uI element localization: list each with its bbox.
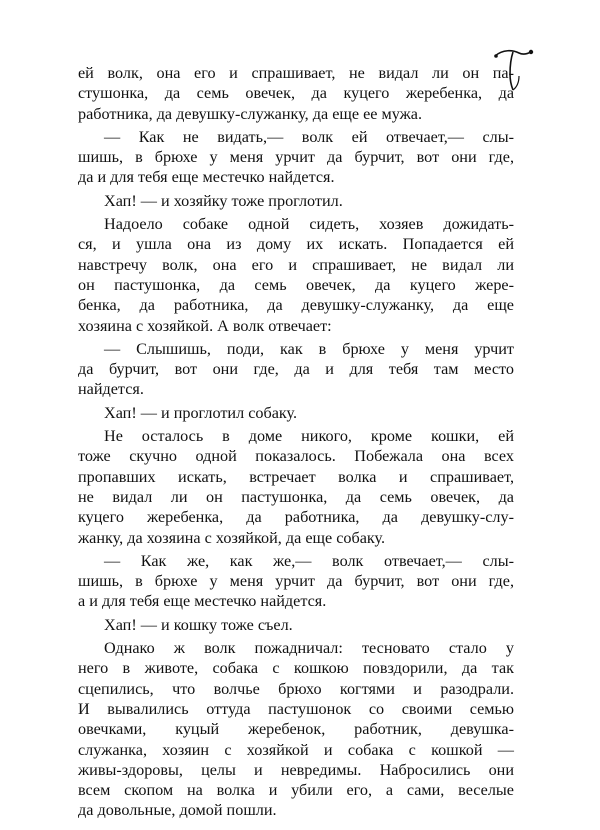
paragraph (78, 403, 514, 423)
text-line: работника, да девушку-служанку, да еще ее мужа. (78, 104, 423, 123)
paragraph (78, 191, 514, 211)
text-line: Не осталось в доме никого, кроме кошки, ей (104, 427, 514, 446)
paragraph (78, 214, 514, 336)
text-line: живы-здоровы, целы и невредимы. Набросились они (78, 760, 514, 779)
text-line: а и для тебя еще местечко найдется. (78, 592, 327, 611)
text-line: — Как не видать,— волк ей отвечает,— слы- (104, 127, 514, 146)
text-line: служанка, хозяин с хозяйкой и собака с кошкой — (78, 740, 514, 759)
text-line: И вывалились оттуда пастушонок со своими семью (78, 699, 514, 718)
text-line: — Слышишь, поди, как в брюхе у меня урчит (104, 339, 514, 358)
text-line: жанку, да хозяина с хозяйкой, да еще собаку. (78, 528, 386, 547)
text-line: не видал ли он пастушонка, да семь овечек, да (78, 487, 514, 506)
text-line: — Как же, как же,— волк отвечает,— слы- (104, 551, 514, 570)
text-line: он пастушонка, да семь овечек, да куцего жере- (78, 275, 514, 294)
text-line: него в животе, собака с кошкою повздорили, да так (78, 659, 514, 678)
text-line: овечками, куцый жеребенок, работник, девушка- (78, 720, 514, 739)
text-line: найдется. (78, 380, 144, 399)
text-line: шишь, в брюхе у меня урчит да бурчит, вот они где, (78, 148, 514, 167)
text-line: Хап! — и хозяйку тоже проглотил. (104, 191, 343, 210)
paragraph (78, 551, 514, 612)
paragraph (78, 615, 514, 635)
text-line: да довольные, домой пошли. (78, 801, 277, 820)
paragraph (78, 426, 514, 548)
text-line: всем скопом на волка и убили его, а сами, веселые (78, 781, 514, 800)
paragraph (78, 63, 514, 124)
text-line: бенка, да работника, да девушку-служанку, да еще (78, 296, 514, 315)
text-line: Однако ж волк пожадничал: тесновато стало у (104, 639, 514, 658)
text-line: ей волк, она его и спрашивает, не видал ли он па- (78, 64, 514, 82)
text-line: да и для тебя еще местечко найдется. (78, 168, 335, 187)
page-text (78, 63, 514, 821)
text-line: ся, и ушла она из дому их искать. Попадается ей (78, 235, 514, 254)
text-line: навстречу волк, она его и спрашивает, не видал ли (78, 255, 514, 274)
text-line: шишь, в брюхе у меня урчит да бурчит, вот они где, (78, 572, 514, 591)
text-line: куцего жеребенка, да работника, да девушку-слу- (78, 508, 514, 527)
text-line: сцепились, что волчье брюхо когтями и разодрали. (78, 679, 514, 698)
text-line: тоже скучно одной показалось. Побежала она всех (78, 447, 514, 466)
text-line: стушонка, да семь овечек, да куцего жеребенка, да (78, 84, 514, 103)
text-line: пропавших искать, встречает волка и спрашивает, (78, 467, 514, 486)
paragraph (78, 638, 514, 821)
paragraph (78, 127, 514, 188)
paragraph (78, 339, 514, 400)
text-line: Хап! — и проглотил собаку. (104, 403, 298, 422)
text-line: Хап! — и кошку тоже съел. (104, 615, 293, 634)
text-line: хозяина с хозяйкой. А волк отвечает: (78, 316, 332, 335)
text-line: Надоело собаке одной сидеть, хозяев дожидать- (104, 215, 514, 234)
text-line: да бурчит, вот они где, да и для тебя там место (78, 360, 514, 379)
